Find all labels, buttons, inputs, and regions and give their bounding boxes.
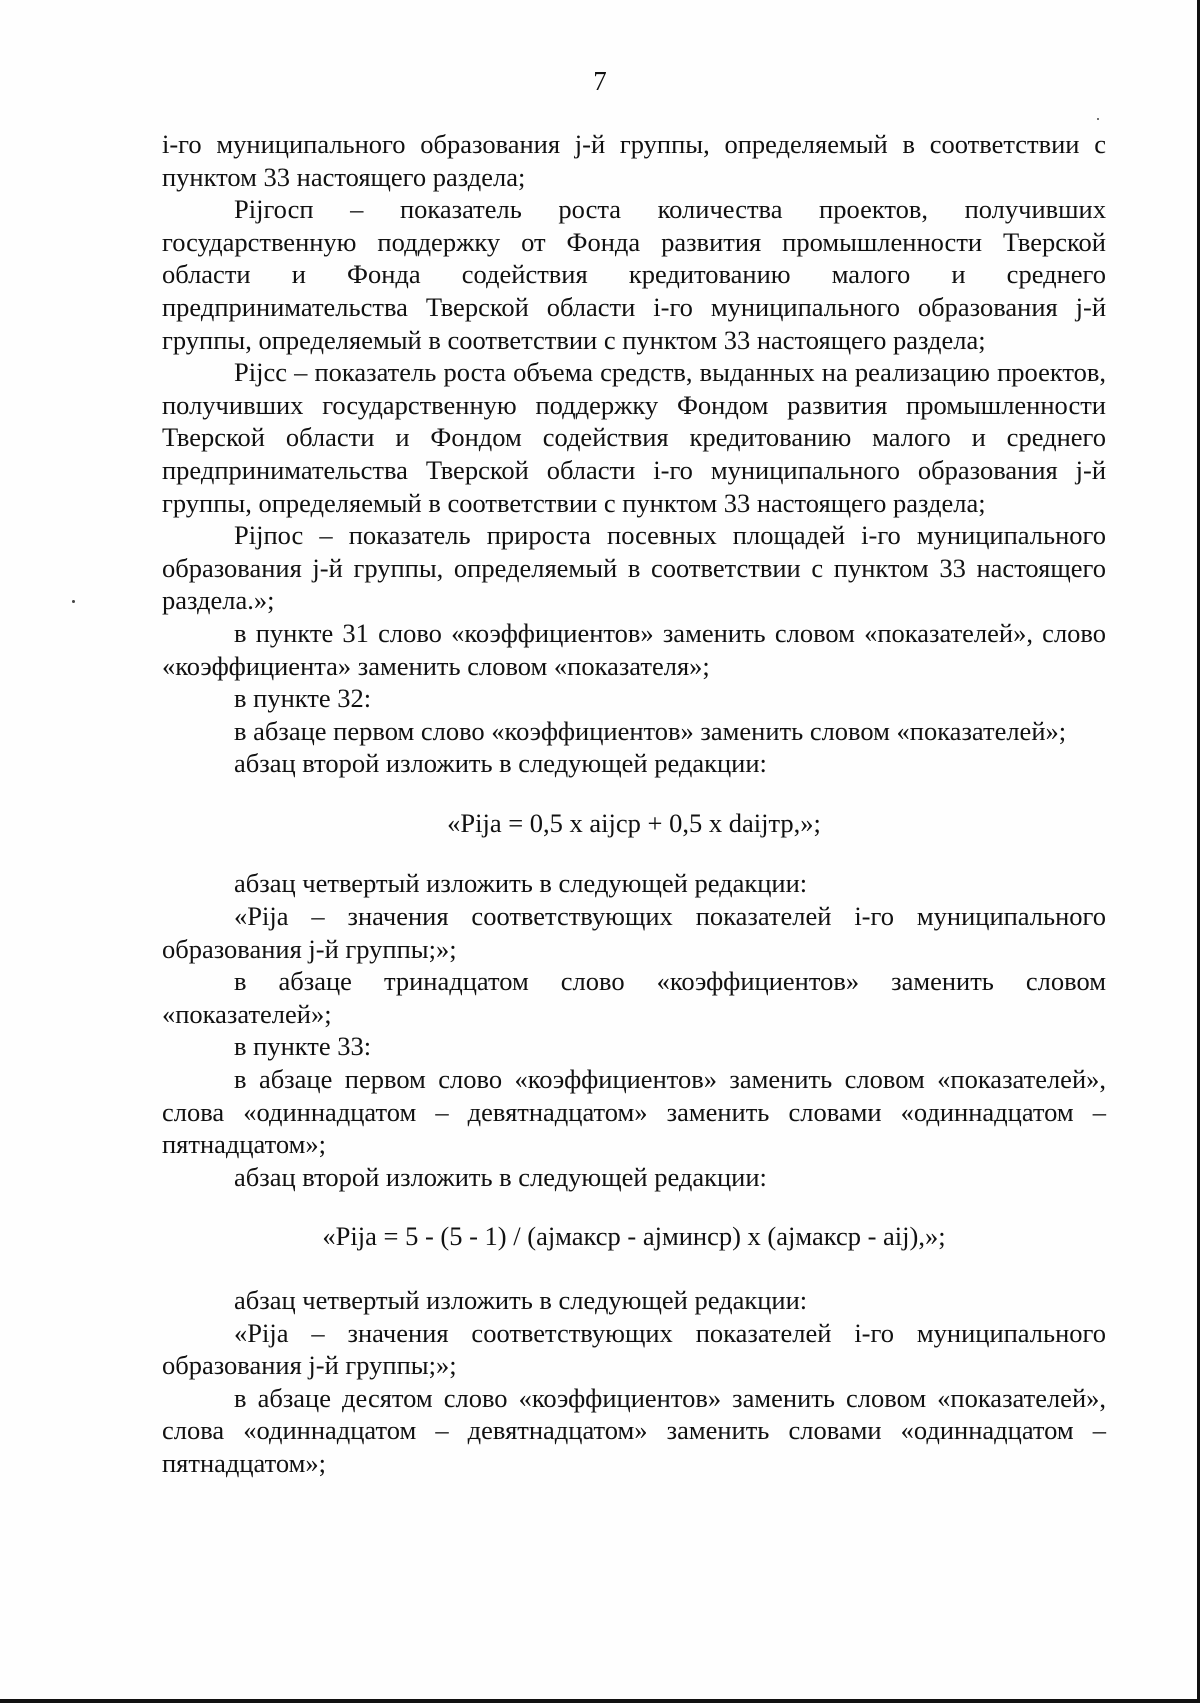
paragraph: «Pija – значения соответствующих показателей i-го муниципального образования j-й группы;»; xyxy=(162,901,1106,964)
document-body xyxy=(162,128,1106,1480)
paragraph: в абзаце десятом слово «коэффициентов» заменить словом «показателей», слова «одиннадцатом – девятнадцатом» заменить словами «одиннадцатом – пятнадцатом»; xyxy=(162,1382,1106,1478)
paragraph: в пункте 33: xyxy=(234,1031,372,1062)
paragraph: i-го муниципального образования j-й группы, определяемый в соответствии с пунктом 33 настоящего раздела; xyxy=(162,129,1106,192)
paragraph: абзац второй изложить в следующей редакции: xyxy=(234,1161,767,1192)
paragraph: в пункте 32: xyxy=(234,683,372,714)
formula: «Pija = 5 - (5 - 1) / (ajмакср - ajминср) x (ajмакср - aij),»; xyxy=(322,1221,946,1252)
paragraph: Pijпос – показатель прироста посевных площадей i-го муниципального образования j-й группы, определяемый в соответствии с пунктом 33 настоящего раздела.»; xyxy=(162,520,1106,616)
paragraph: в абзаце тринадцатом слово «коэффициентов» заменить словом «показателей»; xyxy=(162,966,1106,1029)
paragraph: абзац четвертый изложить в следующей редакции: xyxy=(234,868,808,899)
paragraph: в пункте 31 слово «коэффициентов» заменить словом «показателей», слово «коэффициента» заменить словом «показателя»; xyxy=(162,617,1106,681)
scan-speck xyxy=(72,600,75,603)
paragraph: абзац второй изложить в следующей редакции: xyxy=(234,748,767,779)
paragraph: в абзаце первом слово «коэффициентов» заменить словом «показателей»; xyxy=(234,715,1067,746)
paragraph: в абзаце первом слово «коэффициентов» заменить словом «показателей», слова «одиннадцатом – девятнадцатом» заменить словами «одиннадцатом – пятнадцатом»; xyxy=(162,1064,1106,1160)
paragraph: Pijсс – показатель роста объема средств, выданных на реализацию проектов, получивших государственную поддержку Фондом развития промышленности Тверской области и Фондом содействия кредитованию малого и среднего предпринимательства Тверской области i-го муниципального образования j-й группы, определяемый в соответствии с пунктом 33 настоящего раздела; xyxy=(162,357,1106,518)
paragraph: «Pija – значения соответствующих показателей i-го муниципального образования j-й группы;»; xyxy=(162,1317,1106,1381)
paragraph: абзац четвертый изложить в следующей редакции: xyxy=(234,1285,808,1315)
scan-speck xyxy=(1097,118,1099,120)
paragraph: Pijгосп – показатель роста количества проектов, получивших государственную поддержку от Фонда развития промышленности Тверской области и Фонда содействия кредитованию малого и среднего предпринимательства Тверской области i-го муниципального образования j-й группы, определяемый в соответствии с пунктом 33 настоящего раздела; xyxy=(162,194,1106,355)
formula: «Pija = 0,5 x aijср + 0,5 x daijтр,»; xyxy=(447,807,821,838)
page-number: 7 xyxy=(593,66,607,96)
